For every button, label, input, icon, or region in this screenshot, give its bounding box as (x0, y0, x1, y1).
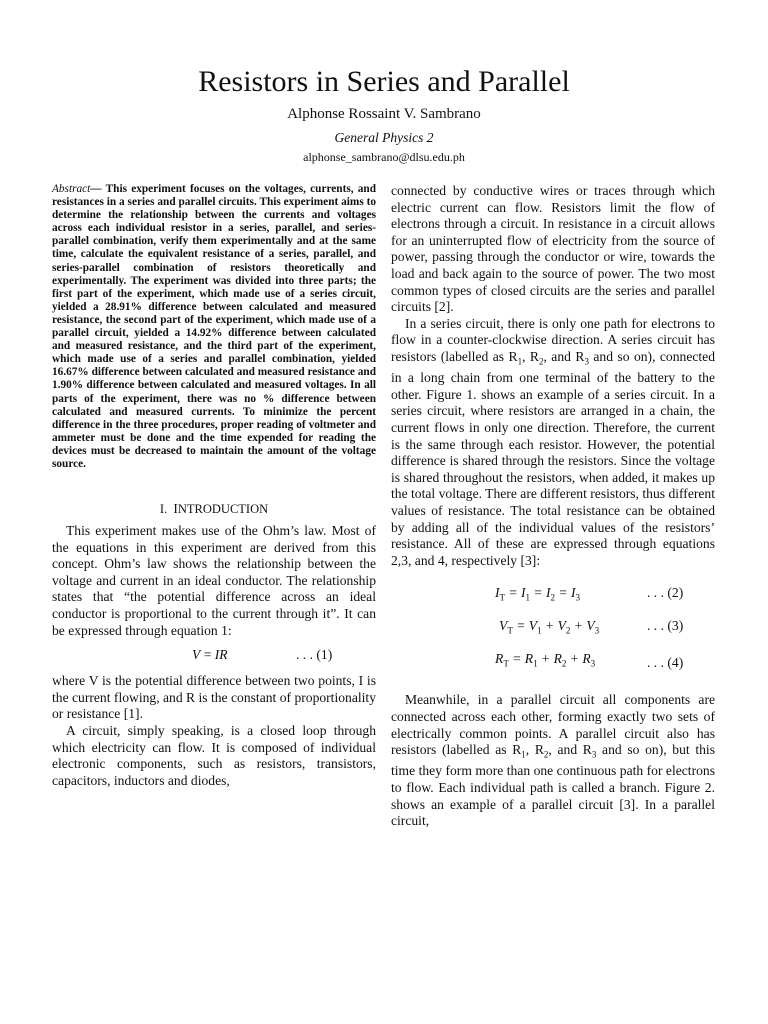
equation-2 (391, 579, 715, 612)
paper-author: Alphonse Rossaint V. Sambrano (287, 106, 481, 122)
equation-2-number: . . . (2) (647, 585, 684, 601)
section-numeral: I. (159, 502, 168, 517)
equation-3-expression: $V_T = V_1 + V_2 + V_3$ (499, 618, 600, 637)
abstract-dash: — (90, 183, 106, 195)
equation-1-expression: V = IR (192, 647, 228, 663)
left-column (52, 183, 376, 789)
equation-1 (52, 639, 376, 673)
equation-2-expression: $I_T = I_1 = I_2 = I_3$ (495, 585, 581, 604)
abstract-label: Abstract (52, 183, 91, 195)
paper-title: Resistors in Series and Parallel (198, 65, 570, 98)
parallel-circuit-paragraph: Meanwhile, in a parallel circuit all components are connected across each other, forming exactly two sets of electrically common points. A parallel circuit also has resistors (labelled as $R_1$, $R_2$, and $R_3$ and so on), but this time they form more than one continuous path for electrons to flow. Each individual path is called a branch. Figure 2. shows an example of a parallel circuit [3]. In a parallel circuit, (391, 692, 715, 829)
intro-paragraph-3: A circuit, simply speaking, is a closed loop through which electricity can flow. It is composed of individual electronic components, such as resistors, transistors, capacitors, inductors and diodes, (52, 723, 376, 788)
equation-4 (391, 645, 715, 678)
equation-3-number: . . . (3) (647, 618, 684, 634)
equation-4-expression: $R_T = R_1 + R_2 + R_3$ (495, 651, 596, 670)
intro-paragraph-2: where V is the potential difference between two points, I is the current flowing, and R is the constant of proportionality or resistance [1]. (52, 673, 376, 722)
paper-affiliation: General Physics 2 (334, 130, 434, 145)
right-column (391, 183, 715, 830)
abstract (52, 183, 376, 471)
section-initial: I (173, 501, 178, 517)
abstract-text: This experiment focuses on the voltages, currents, and resistances in a series and parallel circuits. This experiment aims to determine the relationship between the currents and voltages across each individual resistor in a series, parallel, and series-parallel combination, verify them experimentally and at the same time, calculate the equivalent resistance of a series, parallel, and series-parallel combination of resistors theoretically and experimentally. The experiment was divided into three parts; the first part of the experiment, which made use of a series circuit, yielded a 28.91% difference between calculated and measured resistance, the second part of the experiment, which made use of a parallel circuit, yielded a 14.92% difference between calculated and measured resistance, and the third part of the experiment, which made use of a series and parallel combination, yielded 16.67% difference between calculated and measured resistance and 1.90% difference between calculated and measured voltages. In all parts of the experiment, there was no % difference between calculated and measured currents. To minimize the percent difference in the three procedures, proper reading of voltmeter and ammeter must be done and the time expended for reading the devices must be decreased to maintain the amount of the voltage source. (52, 183, 376, 470)
section-heading-introduction (52, 501, 376, 517)
section-title-rest: NTRODUCTION (177, 502, 269, 517)
equation-3 (391, 612, 715, 645)
right-paragraph-1: connected by conductive wires or traces through which electric current can flow. Resistors limit the flow of electrons through a circuit. In resistance in a circuit allows for an uninterrupted flow of electricity from the source of power, passing through the conductor or wire, towards the load and back again to the source of power. The two most common types of closed circuits are the series and parallel circuits [2]. (391, 183, 715, 315)
intro-paragraph-1: This experiment makes use of the Ohm’s law. Most of the equations in this experiment are derived from this concept. Ohm’s law shows the relationship between the voltage and current in an ideal conductor. The relationship states that “the potential difference across an ideal conductor is proportional to the current through it”. It can be expressed through equation 1: (52, 523, 376, 638)
author-email: alphonse_sambrano@dlsu.edu.ph (303, 150, 465, 164)
series-circuit-paragraph: In a series circuit, there is only one path for electrons to flow in a counter-clockwise direction. A series circuit has resistors (labelled as $R_1$, $R_2$, and $R_3$ and so on), connected in a long chain from one terminal of the battery to the other. Figure 1. shows an example of a series circuit. In a series circuit, where resistors are arranged in a chain, the current flows in only one direction. Therefore, the current is the same through each resistor. However, the potential difference is shared through the resistors. Since the voltage is shared throughout the resistors, when added, it makes up the total voltage. There are different resistors, thus different values of resistance. The total resistance can be obtained by adding all of the individual values of the resistors’ resistance. All of these are expressed through equations 2,3, and 4, respectively [3]: (391, 315, 716, 568)
equation-1-number: . . . (1) (296, 647, 333, 663)
equation-4-number: . . . (4) (647, 655, 684, 671)
